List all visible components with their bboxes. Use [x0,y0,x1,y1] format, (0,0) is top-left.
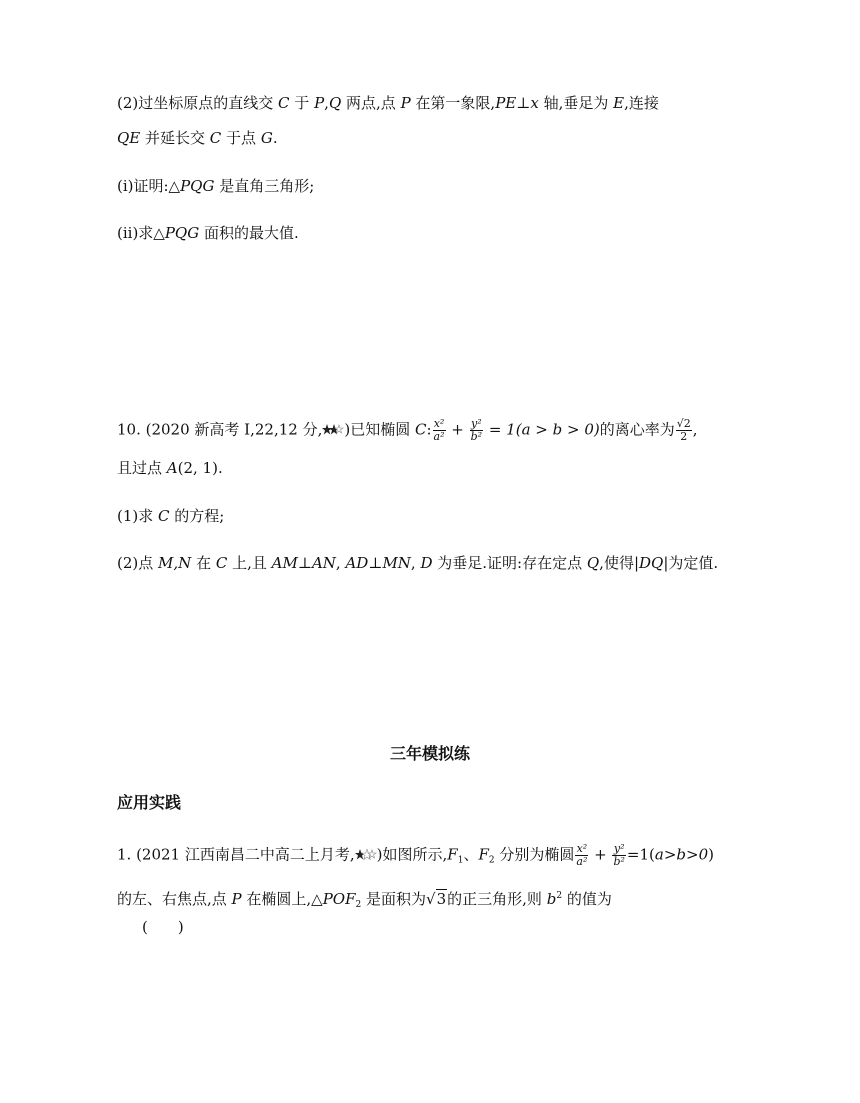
text: : [426,420,432,439]
text: 的左、右焦点,点 [117,890,232,908]
question-number: 1. (2021 江西南昌二中高二上月考, [117,845,355,864]
plus: + [446,420,469,439]
var-D: D [420,554,433,572]
fraction-x2-a2 [575,843,588,868]
numerator: x² [576,842,588,855]
text: , [410,554,421,572]
numerator: y² [613,842,625,855]
denominator: b² [470,430,483,443]
var-C: C [209,129,222,147]
var-PQG: PQG [164,224,200,242]
var-QE: QE [117,129,141,147]
var-PE: PE [495,94,517,112]
plus: + [589,845,612,864]
perp-symbol: ⊥ [297,554,312,572]
text: 的正三角形,则 [447,890,547,908]
subscript: 2 [488,855,495,866]
q9-part2-line1 [117,92,659,114]
text: 的方程; [169,507,225,525]
equation-condition: = 1(a > b > 0) [484,420,600,439]
q10-part2 [117,552,718,574]
text: )如图所示, [376,845,448,864]
text: (ii)求△ [117,224,165,242]
text: 的值为 [562,890,612,908]
var-C: C [278,94,290,112]
text: =1( [626,845,655,864]
text: 在 [191,554,216,572]
q10-line1 [117,418,698,443]
q1-line1 [117,843,714,872]
var-F1: F [447,845,458,864]
var-POF: POF [322,890,356,908]
text: 且过点 [117,459,167,477]
var-DQ: DQ [639,554,664,572]
var-AM: AM [271,554,298,572]
var-C: C [414,420,427,439]
var-C: C [158,507,170,525]
section-heading: 三年模拟练 [389,744,470,763]
text: (i)证明:△ [117,177,181,195]
var-P: P [314,94,325,112]
fraction-sqrt2-2 [676,418,692,443]
var-F2: F [478,845,489,864]
text: 于点 [221,129,261,147]
radical-sign: √ [426,890,436,908]
text: )已知椭圆 [344,420,415,439]
denominator: a² [576,855,588,868]
perp-symbol: ⊥ [516,94,531,112]
text: (2, 1). [177,459,223,477]
text: (2)点 [117,554,159,572]
q9-sub-i [117,175,314,197]
text: 分别为椭圆 [494,845,575,864]
text: ,使得| [599,554,639,572]
sqrt-3 [426,888,447,910]
fraction-x2-a2 [433,418,446,443]
var-AD: AD [345,554,369,572]
difficulty-stars-icon [322,424,344,436]
question-number: 10. (2020 新高考 Ⅰ,22,12 分, [117,420,323,439]
var-C: C [215,554,228,572]
var-A: A [166,459,178,477]
fraction-y2-b2 [470,418,483,443]
var-P: P [231,890,242,908]
text: . [272,129,278,147]
var-Q: Q [586,554,600,572]
text: 在椭圆上,△ [241,890,323,908]
text: , [335,554,346,572]
var-PQG: PQG [180,177,215,195]
subscript: 2 [355,900,362,910]
subsection-title: 应用实践 [117,793,182,812]
numerator: x² [433,417,445,430]
text: , [692,420,698,439]
text: 并延长交 [140,129,210,147]
var-b: b [546,890,557,908]
q9-part2-line2 [117,127,278,149]
perp-symbol: ⊥ [368,554,383,572]
text: 的离心率为 [599,420,675,439]
var-G: G [260,129,273,147]
radicand: 3 [436,890,447,908]
var-x: x [530,94,539,112]
text: ) [708,845,714,864]
var-AN: AN [311,554,336,572]
denominator: 2 [680,430,688,443]
text: (2)过坐标原点的直线交 [117,94,279,112]
text: 为垂足.证明:存在定点 [432,554,587,572]
q10-line2 [117,457,223,479]
text: 、 [463,845,479,864]
text: 在第一象限, [410,94,496,112]
var-E: E [613,94,625,112]
denominator: b² [613,855,625,868]
text: 是面积为 [361,890,427,908]
text: 是直角三角形; [214,177,315,195]
var-Q: Q [328,94,342,112]
var-MN: MN [382,554,411,572]
text: 两点,点 [341,94,401,112]
text: (1)求 [117,507,159,525]
text: 于 [289,94,315,112]
subscript: 1 [457,855,464,866]
q1-line2 [117,885,612,916]
denominator: a² [433,430,445,443]
q9-sub-ii [117,222,299,244]
numerator: y² [471,417,482,430]
text: 面积的最大值. [199,224,299,242]
text: 轴,垂足为 [538,94,614,112]
fraction-y2-b2 [612,843,625,868]
text: ,连接 [624,94,659,112]
var-P: P [400,94,411,112]
text: |为定值. [663,554,719,572]
condition: a>b>0 [654,845,709,864]
superscript: 2 [556,891,563,901]
q1-answer-blank [142,916,184,938]
var-MN: M,N [158,554,192,572]
answer-parentheses: ( ) [142,918,184,936]
q10-part1 [117,505,224,527]
text: 上,且 [227,554,272,572]
text: , [324,94,329,112]
numerator: √2 [676,417,691,430]
difficulty-stars-icon [355,849,377,861]
